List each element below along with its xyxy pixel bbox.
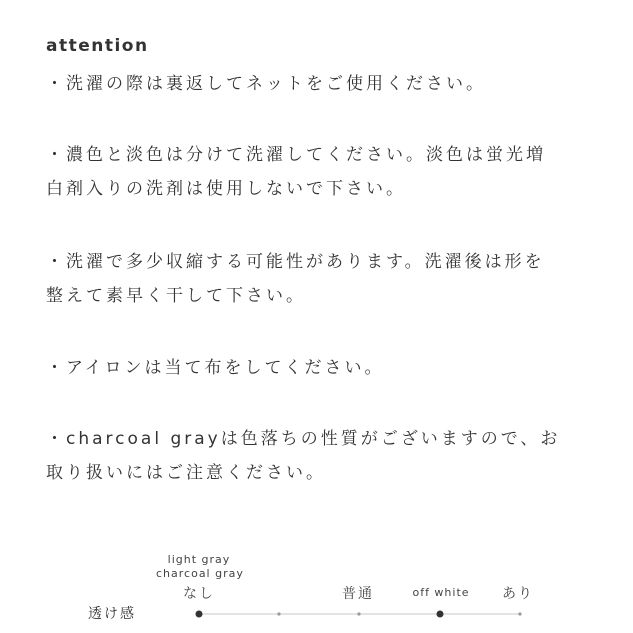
scale-word-normal: 普通 — [342, 586, 374, 602]
note-1-line-1: ・洗濯の際は裏返してネットをご使用ください。 — [46, 74, 486, 94]
scale-dot-none — [196, 611, 203, 618]
scale-word-off-white: off white — [412, 586, 470, 599]
note-2-line-2: 白剤入りの洗剤は使用しないで下さい。 — [46, 179, 406, 199]
note-4-line-1: ・アイロンは当て布をしてください。 — [46, 358, 385, 378]
note-3-line-1: ・洗濯で多少収縮する可能性があります。洗濯後は形を — [46, 252, 545, 272]
scale-dot-yes — [518, 612, 521, 615]
scale-dot-2 — [277, 612, 280, 615]
sheerness-label: 透け感 — [88, 606, 136, 622]
note-2-line-1: ・濃色と淡色は分けて洗濯してください。淡色は蛍光増 — [46, 145, 546, 165]
section-title: attention — [46, 36, 149, 56]
scale-word-yes: あり — [502, 586, 534, 602]
color-label-light-gray: light gray — [167, 553, 231, 566]
note-5-line-2: 取り扱いにはご注意ください。 — [46, 463, 326, 483]
scale-dot-off-white — [437, 611, 444, 618]
color-label-charcoal-gray: charcoal gray — [156, 567, 244, 580]
scale-word-none: なし — [183, 586, 215, 602]
note-5-line-1: ・charcoal grayは色落ちの性質がございますので、お — [46, 429, 561, 449]
scale-dot-normal — [357, 612, 360, 615]
note-3-line-2: 整えて素早く干して下さい。 — [46, 286, 306, 306]
